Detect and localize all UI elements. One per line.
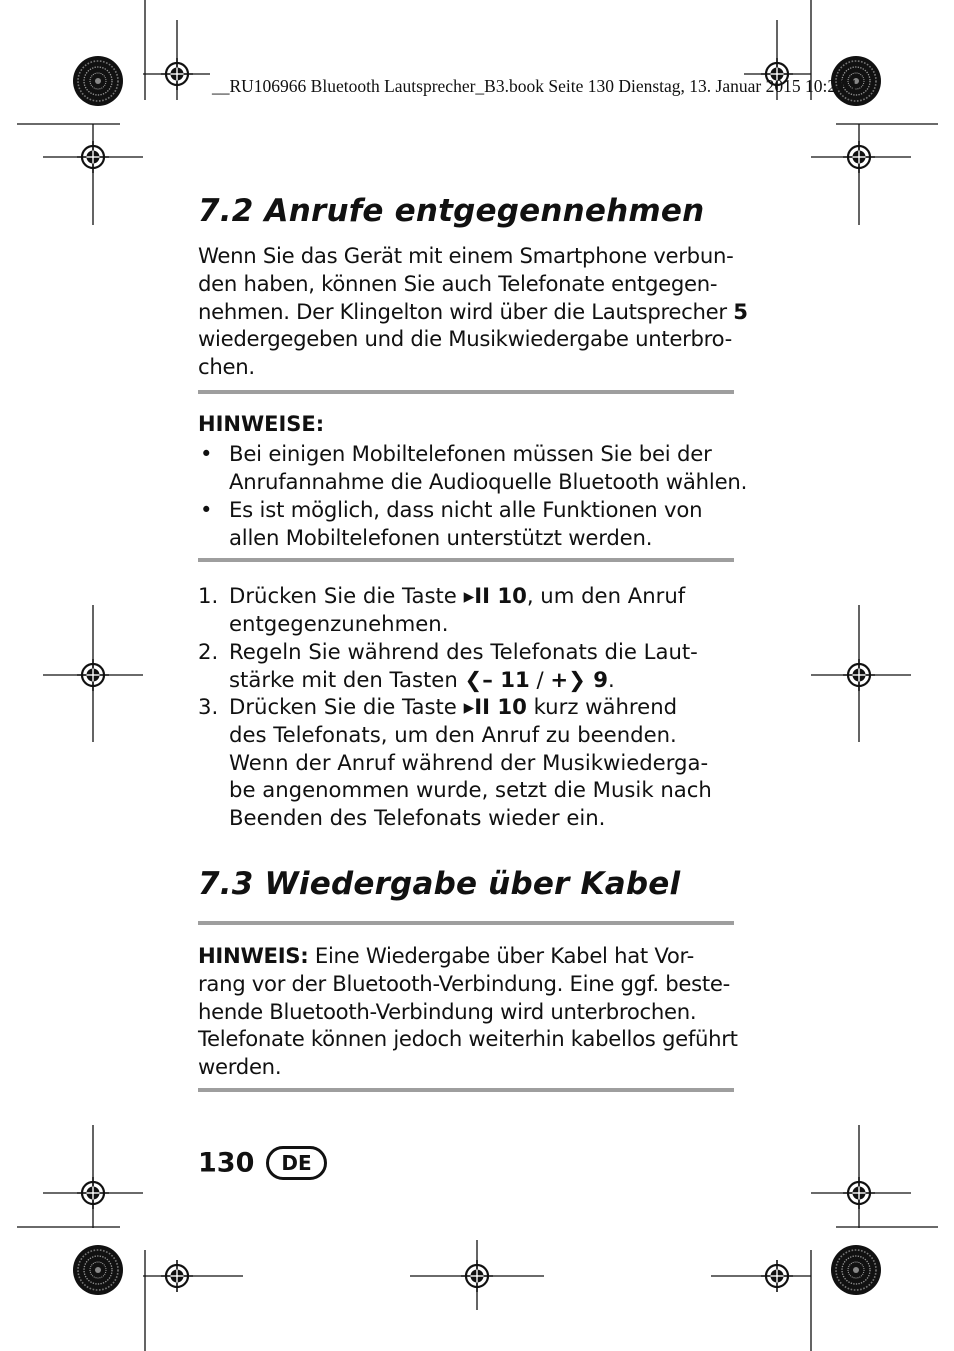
note-line: werden.: [198, 1054, 282, 1080]
step-text-part: be angenommen wurde, setzt die Musik nach: [229, 777, 712, 803]
step-text-part: des Telefonats, um den Anruf zu beenden.: [229, 721, 677, 747]
note-text: [229, 440, 747, 496]
note-line: Es ist möglich, dass nicht alle Funktionen von: [229, 497, 703, 522]
intro-line: wiedergegeben und die Musikwiedergabe unterbro-: [198, 326, 732, 352]
intro-paragraph: [198, 242, 748, 381]
step-text-part: , um den Anruf: [526, 583, 686, 608]
page-footer: [198, 1146, 327, 1180]
bullet-mark: •: [200, 441, 213, 466]
step-number: 1.: [198, 583, 219, 608]
play-pause-key-label: ▸II 10: [463, 694, 527, 719]
intro-line: chen.: [198, 354, 255, 380]
note-line: Bei einigen Mobiltelefonen müssen Sie bei der: [229, 441, 712, 466]
bullet-mark: •: [200, 497, 213, 522]
note-line: Telefonate können jedoch weiterhin kabellos geführt: [198, 1026, 738, 1052]
step-text-part: kurz während: [526, 694, 678, 719]
language-badge: DE: [266, 1146, 326, 1180]
cable-note-paragraph: [198, 942, 738, 1081]
note-line: hende Bluetooth-Verbindung wird unterbrochen.: [198, 998, 697, 1024]
intro-line: Wenn Sie das Gerät mit einem Smartphone verbun-: [198, 243, 734, 268]
volume-up-key-label: +❯ 9: [550, 666, 608, 692]
step-text-part: Beenden des Telefonats wieder ein.: [229, 805, 606, 831]
step-text-part: stärke mit den Tasten: [229, 666, 465, 692]
speaker-reference: 5: [733, 298, 748, 324]
section-heading-7-3: 7.3 Wiedergabe über Kabel: [198, 866, 681, 902]
step-text-part: .: [607, 666, 615, 692]
divider-rule: [198, 558, 734, 562]
note-line: Anrufannahme die Audioquelle Bluetooth wählen.: [229, 468, 748, 494]
step-text-part: entgegenzunehmen.: [229, 610, 449, 636]
intro-line: den haben, können Sie auch Telefonate entgegen-: [198, 270, 718, 296]
step-text-part: Wenn der Anruf während der Musikwiederga-: [229, 749, 709, 775]
note-line: allen Mobiltelefonen unterstützt werden.: [229, 524, 653, 550]
note-item: [198, 496, 734, 552]
step-text-part: Drücken Sie die Taste: [229, 694, 464, 719]
step-text-part: Regeln Sie während des Telefonats die Laut-: [229, 639, 698, 664]
note-text-part: Eine Wiedergabe über Kabel hat Vor-: [308, 943, 694, 968]
note-item: [198, 440, 748, 496]
step-text: [229, 693, 712, 832]
divider-rule: [198, 921, 734, 925]
step-number: 3.: [198, 694, 219, 719]
note-line: rang vor der Bluetooth-Verbindung. Eine ggf. beste-: [198, 970, 730, 996]
intro-line: [198, 298, 748, 326]
step-text-part: Drücken Sie die Taste: [229, 583, 464, 608]
print-slug-line: __RU106966 Bluetooth Lautsprecher_B3.book Seite 130 Dienstag, 13. Januar 2015 10:24 1: [212, 76, 858, 96]
step-text: [229, 638, 698, 694]
volume-down-key-label: ❮– 11: [464, 666, 530, 692]
intro-line-text: nehmen. Der Klingelton wird über die Lautsprecher: [198, 298, 734, 324]
divider-rule: [198, 390, 734, 394]
step-text: [229, 582, 685, 638]
section-heading-7-2: 7.2 Anrufe entgegennehmen: [198, 193, 705, 229]
step-text-part: /: [529, 666, 551, 692]
note-text: [229, 496, 702, 552]
step-number: 2.: [198, 639, 219, 664]
play-pause-key-label: ▸II 10: [463, 583, 527, 608]
divider-rule: [198, 1088, 734, 1092]
page-number: 130: [198, 1147, 255, 1179]
note-label: HINWEIS:: [198, 943, 309, 968]
notes-title: HINWEISE:: [198, 412, 325, 436]
